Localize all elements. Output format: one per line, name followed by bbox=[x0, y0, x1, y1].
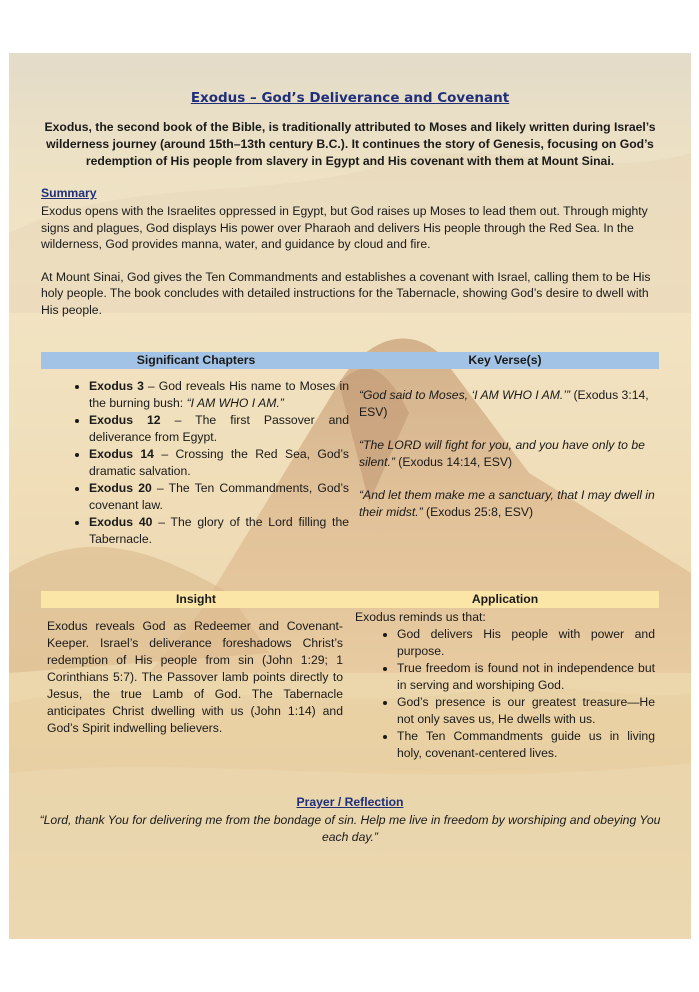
chapter-ref: Exodus 20 bbox=[89, 481, 152, 495]
list-item: • God delivers His people with power and purpose. bbox=[397, 626, 655, 660]
chapter-quote: “I AM WHO I AM.” bbox=[186, 396, 284, 410]
verse-ref: (Exodus 14:14, ESV) bbox=[394, 455, 513, 469]
prayer-heading: Prayer / Reflection bbox=[296, 795, 404, 809]
summary-paragraph-1: Exodus opens with the Israelites oppressed in Egypt, but God raises up Moses to lead them out. Through mighty signs and plagues, God displays His power over Pharaoh and delivers His people through the Red Sea. In the wilderness, God provides manna, water, and guidance by cloud and fire. bbox=[41, 204, 648, 252]
verse-ref: (Exodus 3:14, ESV) bbox=[359, 388, 649, 419]
page-title: Exodus – God’s Deliverance and Covenant bbox=[190, 90, 510, 106]
chapter-text: – The Ten Commandments, God’s covenant law. bbox=[89, 481, 349, 512]
application-section bbox=[355, 609, 655, 762]
application-header: Application bbox=[351, 591, 659, 608]
list-item bbox=[89, 514, 349, 548]
summary-paragraph-2: At Mount Sinai, God gives the Ten Commandments and establishes a covenant with Israel, calling them to be His holy people. The book concludes with detailed instructions for the Tabernacle, showing God’s desire to dwell with His people. bbox=[41, 269, 651, 317]
list-item bbox=[89, 446, 349, 480]
application-lead: Exodus reminds us that: bbox=[355, 610, 486, 624]
key-verse bbox=[359, 437, 659, 471]
chapter-ref: Exodus 12 bbox=[89, 413, 161, 427]
insight-header: Insight bbox=[41, 591, 351, 608]
list-item: • God’s presence is our greatest treasure—He not only saves us, He dwells with us. bbox=[397, 694, 655, 728]
chapters-list bbox=[41, 378, 349, 548]
intro-paragraph: Exodus, the second book of the Bible, is traditionally attributed to Moses and likely written during Israel’s wilderness journey (around 15th–13th century B.C.). It continues the story of Genesis, focusing on God’s redemption of His people from slavery in Egypt and His covenant with them at Mount Sinai. bbox=[44, 120, 656, 168]
summary-section bbox=[41, 203, 659, 335]
summary-heading: Summary bbox=[41, 186, 97, 200]
prayer-text: “Lord, thank You for delivering me from the bondage of sin. Help me live in freedom by worshiping and obeying You each day.” bbox=[39, 813, 661, 844]
verse-ref: (Exodus 25:8, ESV) bbox=[422, 505, 534, 519]
list-item bbox=[89, 378, 349, 412]
list-item: • True freedom is found not in independence but in serving and worshiping God. bbox=[397, 660, 655, 694]
list-item: • The Ten Commandments guide us in living holy, covenant-centered lives. bbox=[397, 728, 655, 762]
chapter-ref: Exodus 14 bbox=[89, 447, 154, 461]
chapter-ref: Exodus 3 bbox=[89, 379, 144, 393]
verse-quote: “God said to Moses, ‘I AM WHO I AM.’” bbox=[359, 388, 571, 402]
chapter-text: – God reveals His name to Moses in the burning bush: bbox=[89, 379, 350, 410]
key-verses-list bbox=[359, 387, 659, 537]
list-item bbox=[89, 412, 349, 446]
document-page bbox=[9, 53, 691, 939]
chapter-text: – Crossing the Red Sea, God’s dramatic salvation. bbox=[89, 447, 349, 478]
chapter-text: – The first Passover and deliverance from Egypt. bbox=[89, 413, 349, 444]
verse-quote: “The LORD will fight for you, and you have only to be silent.” bbox=[359, 438, 645, 469]
chapter-ref: Exodus 40 bbox=[89, 515, 153, 529]
key-verses-header: Key Verse(s) bbox=[351, 352, 659, 369]
key-verse bbox=[359, 487, 659, 521]
chapter-text: – The glory of the Lord filling the Tabernacle. bbox=[89, 515, 350, 546]
chapters-header: Significant Chapters bbox=[41, 352, 351, 369]
key-verse bbox=[359, 387, 659, 421]
insight-paragraph: Exodus reveals God as Redeemer and Covenant-Keeper. Israel’s deliverance foreshadows Christ’s redemption of His people from sin (John 1:29; 1 Corinthians 5:7). The Passover lamb points directly to Jesus, the true Lamb of God. The Tabernacle anticipates Christ dwelling with us (John 1:14) and God’s Spirit indwelling believers. bbox=[47, 619, 343, 735]
verse-quote: “And let them make me a sanctuary, that I may dwell in their midst.” bbox=[359, 488, 655, 519]
list-item bbox=[89, 480, 349, 514]
